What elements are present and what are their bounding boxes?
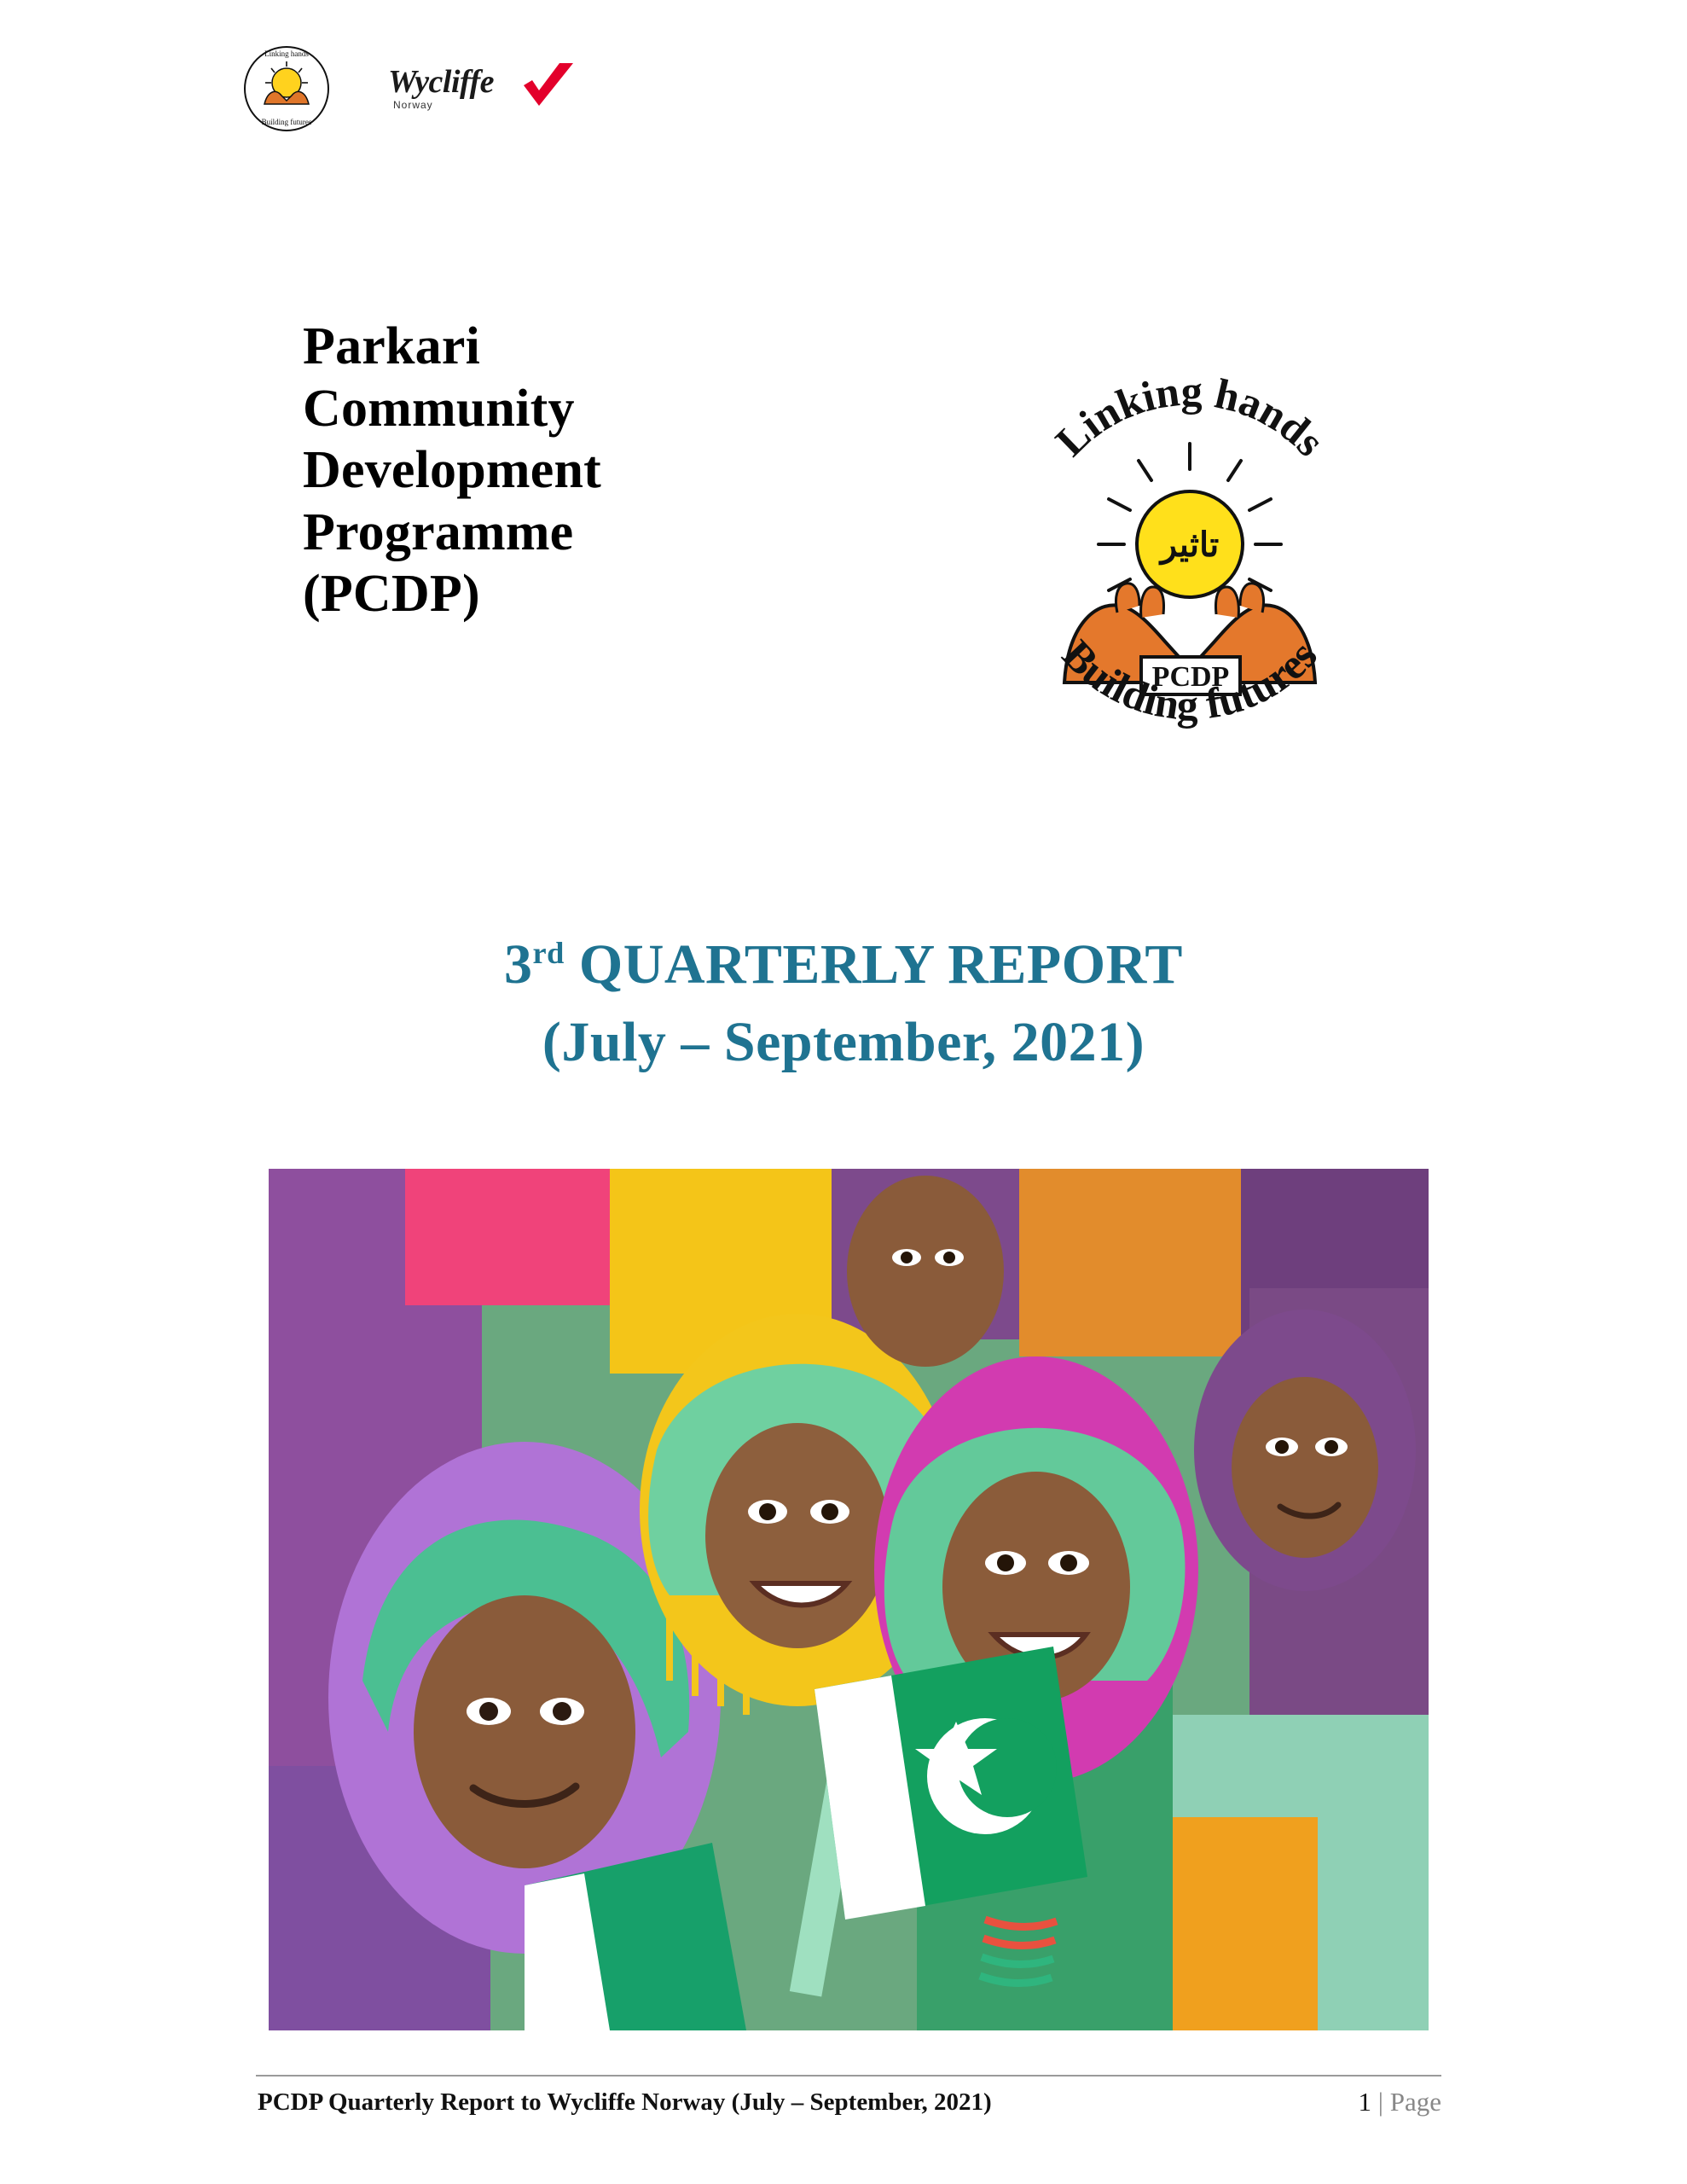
wycliffe-check-icon bbox=[520, 61, 577, 114]
report-heading-ordinal-suffix: rd bbox=[532, 936, 565, 970]
title-line-5: (PCDP) bbox=[303, 565, 480, 624]
page-title bbox=[303, 316, 832, 625]
title-line-2: Community bbox=[303, 379, 575, 438]
footer-page-num: 1 bbox=[1358, 2087, 1372, 2117]
logo-urdu-text: تاثیر bbox=[1160, 526, 1220, 564]
wycliffe-wordmark: Wycliffe bbox=[388, 64, 495, 100]
report-heading-line-1 bbox=[0, 926, 1687, 1003]
svg-text:Building futures: Building futures bbox=[261, 118, 312, 126]
footer-page-number bbox=[1359, 2087, 1441, 2117]
report-heading-rest: QUARTERLY REPORT bbox=[564, 933, 1183, 996]
logo-bottom-text: Building futures bbox=[1053, 630, 1326, 729]
wycliffe-logo-icon bbox=[388, 60, 593, 130]
pcdp-logo-small-icon bbox=[239, 44, 334, 133]
title-line-4: Programme bbox=[303, 502, 574, 561]
header-logo-bar bbox=[239, 44, 597, 138]
logo-top-text: Linking hands bbox=[1046, 366, 1335, 466]
footer-divider bbox=[256, 2075, 1441, 2077]
report-heading-line-2: (July – September, 2021) bbox=[542, 1011, 1145, 1074]
pcdp-logo-large-icon bbox=[989, 341, 1390, 742]
footer-text: PCDP Quarterly Report to Wycliffe Norway (July – September, 2021) bbox=[258, 2088, 992, 2116]
svg-text:Linking hands: Linking hands bbox=[264, 49, 309, 58]
report-heading bbox=[0, 926, 1687, 1081]
footer-page-label: | Page bbox=[1377, 2087, 1441, 2117]
title-line-1: Parkari bbox=[303, 317, 481, 375]
cover-photo bbox=[269, 1169, 1429, 2030]
report-heading-ordinal: 3 bbox=[504, 933, 533, 996]
wycliffe-sub-label: Norway bbox=[393, 99, 433, 111]
title-line-3: Development bbox=[303, 441, 602, 500]
logo-center-text: PCDP bbox=[1151, 661, 1230, 693]
